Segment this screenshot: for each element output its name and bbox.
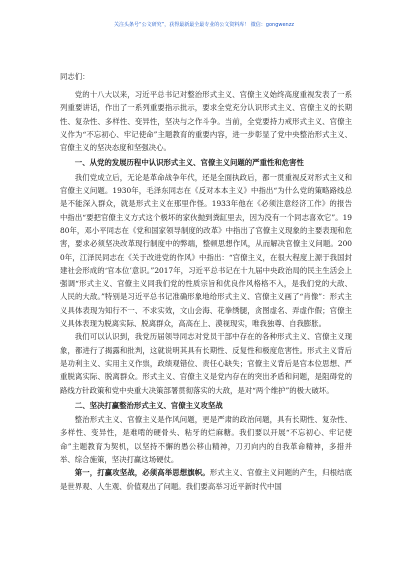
section-heading-2: 二、坚决打赢整治形式主义、官僚主义攻坚战	[74, 400, 223, 410]
point-text: 形式主义、官僚主义问题的产生，归根结底是世界观、人生观、价值观出了问题。我们要高举习近平新时代中国	[60, 468, 352, 491]
paragraph-first-point	[60, 466, 352, 493]
document-body	[60, 88, 352, 493]
point-lead: 第一，打赢攻坚战，必须高举思想旗帜。	[74, 468, 210, 478]
paragraph-history: 我们党成立后，无论是革命战争年代，还是全面执政后，都一贯重视反对形式主义和官僚主义问题。1930年，毛泽东同志在《反对本本主义》中指出“为什么党的策略路线总是不能深入群众，就是形式主义在那里作怪。1933年他在《必须注意经济工作》的报告中指出“要把官僚主义方式这个极坏的家伙抛到粪缸里去，因为没有一个同志喜欢它”。1980年，邓小平同志在《党和国家领导制度的改革》中指出了官僚主义现象的主要表现和危害，要求必须坚决改革现行制度中的弊端，整顿思想作风，从而解决官僚主义问题。2000年，江泽民同志在《关于改进党的作风》中指出：“官僚主义，在很大程度上源于我国封建社会形成的‘官本位’意识。”2017年，习近平总书记在十九届中央政治局的民主生活会上强调“形式主义、官僚主义同我们党的性质宗旨和优良作风格格不入，是我们党的大敌、人民的大敌。”特别是习近平总书记准确形象地给形式主义、官僚主义画了“肖像”：形式主义具体表现为知行不一、不求实效，文山会海、花拳绣腿，贪图虚名、弄虚作假；官僚主义具体表现为脱离实际、脱离群众，高高在上、漠视现实，唯我独尊、自我膨胀。	[60, 172, 352, 329]
section-heading-1: 一、从党的发展历程中认识形式主义、官僚主义问题的严重性和危害性	[74, 158, 304, 168]
paragraph-recognition: 我们可以认识到，我党历届领导同志对党员干部中存在的各种形式主义、官僚主义现象，都进行了揭露和批判，这就说明其具有长期性、反复性和极度危害性。形式主义背后是功利主义、实用主义作祟，政绩观错位、责任心缺失；官僚主义背后是官本位思想、严重脱离实际、脱离群众。形式主义、官僚主义是党内存在的突出矛盾和问题，是阻碍党的路线方针政策和党中央重大决策部署贯彻落实的大敌，是对“两个维护”的极大破坏。	[60, 332, 352, 395]
paragraph-intro: 党的十八大以来，习近平总书记对整治形式主义、官僚主义始终高度重视发表了一系列重要讲话，作出了一系列重要指示批示，要求全党充分认识形式主义、官僚主义的长期性、复杂性、多样性、变异性，坚决与之作斗争。当前，全党要持力戒形式主义、官僚主义作为“不忘初心、牢记使命”主题教育的重要内容，进一步彰显了党中央整治形式主义、官僚主义的坚决态度和坚强决心。	[60, 90, 352, 153]
header-notice: 关注头条号“公文研究”，获得最新最全最专业的公文资料库！ 微信：gongwenzz	[114, 22, 294, 28]
greeting: 同志们：	[60, 72, 90, 81]
paragraph-campaign: 整治形式主义、官僚主义是作风问题，更是严肃的政治问题，具有长期性、复杂性、多样性、变异性，是难啃的硬骨头、粘牙的烂麻糖。我们要以开展“不忘初心、牢记使命”主题教育为契机，以坚持不懈的愚公移山精神，刀刃向内的自我革命精神，多措并举、综合施策，坚决打赢这场硬仗。	[60, 415, 352, 465]
